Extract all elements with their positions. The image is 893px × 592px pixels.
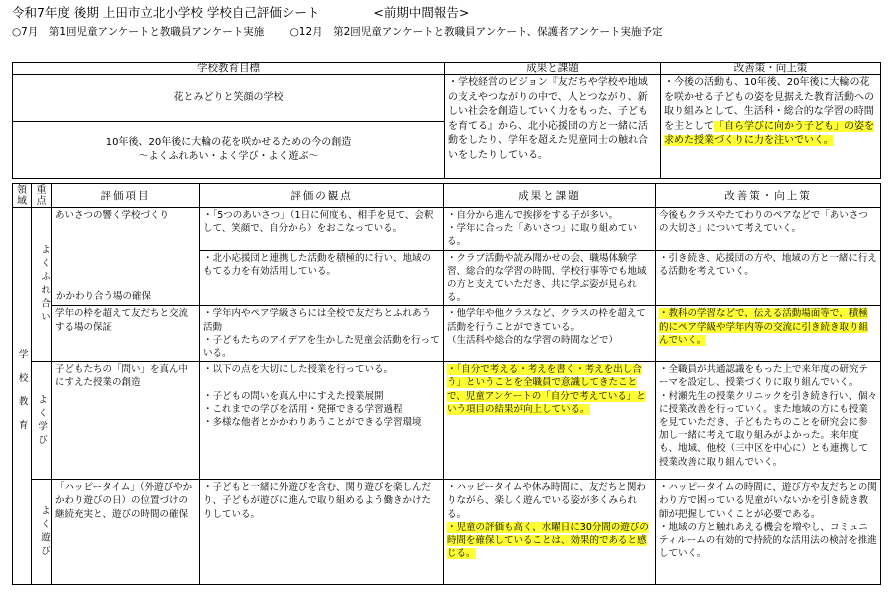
schedule-line: [12, 24, 662, 39]
improvement-greetings: 今後もクラスやたてわりのペアなどで「あいさつの大切さ」について考えていく。: [656, 208, 881, 251]
results-header: 成果と課題: [444, 184, 656, 208]
item-note: かかわり合う場の確保: [56, 291, 152, 303]
improvement-community: ・引き続き、応援団の方や、地域の方と一緒に行える活動を考えていく。: [656, 250, 881, 306]
item-questions: 子どもたちの「問い」を真ん中にすえた授業の創造: [52, 362, 200, 480]
highlighted-text: ・「自分で考える・考えを書く・考えを出し合う」ということを全職員で意識してきたことで、児童アンケートの「自分で考えている」という項目の結果が向上している。: [447, 364, 646, 415]
results-exchange: ・他学年や他クラスなど、クラスの枠を超えて活動を行うことができている。 （生活科や総合的な学習の時間などで）: [444, 306, 656, 362]
school-goal: 花とみどりと笑顔の学校: [13, 75, 445, 122]
viewpoint-greetings: ・「5つのあいさつ」（1日に何度も、相手を見て、会釈して、笑顔で、自分から）をおこなっている。: [200, 208, 444, 251]
item-greetings: あいさつの響く学校づくり かかわり合う場の確保: [52, 208, 200, 306]
overall-improvement: ・今後の活動も、10年後、20年後に大輪の花を咲かせる子どもの姿を見据えた教育活動への取り組みとして、生活科・総合的な学習の時間を主として「自ら学びに向かう子ども」の姿を求めた授業づくりに力を注いでいく。: [661, 75, 881, 179]
schedule-item-1: ○7月 第1回児童アンケートと教職員アンケート実施: [12, 26, 265, 38]
results-header: 成果と課題: [445, 63, 661, 75]
viewpoint-header: 評価の観点: [200, 184, 444, 208]
viewpoint-play: ・子どもと一緒に外遊びを含む、関り遊びを楽しんだり、子どもが遊びに進んで取り組めるよう働きかけたりしている。: [200, 480, 444, 585]
school-vision: 10年後、20年後に大輪の花を咲かせるための今の創造 ～よくふれあい・よく学び・よく遊ぶ～: [13, 122, 445, 179]
area-label: 学校教育: [13, 208, 32, 585]
improvement-header: 改善策・向上策: [656, 184, 881, 208]
viewpoint-questions: ・以下の点を大切にした授業を行っている。 ・子どもの問いを真ん中にすえた授業展開 ・これまでの学びを活用・発揮できる学習過程 ・多様な他者とかかわりあうことができる学習環境: [200, 362, 444, 480]
improvement-exchange: [656, 306, 881, 362]
section-manabi: よく学び: [32, 362, 52, 480]
results-questions: [444, 362, 656, 480]
overall-results: ・学校経営のビジョン『友だちや学校や地域の支えやつながりの中で、人とつながり、新しい社会を創造していく力をもった、子どもを育てる』から、北小応援団の方と一緒に活動をしたり、学年を超えた児童同士の触れ合いをしたりしている。: [445, 75, 661, 179]
improvement-header: 改善策・向上策: [661, 63, 881, 75]
highlighted-text: 「自ら学びに向かう子ども」の姿を求めた授業づくりに力を注いでいく。: [664, 120, 874, 146]
item-exchange: 学年の枠を超えて友だちと交流する場の保証: [52, 306, 200, 362]
evaluation-table: [12, 183, 881, 585]
item-play: 「ハッピータイム」（外遊びやかかわり遊びの日）の位置づけの継続充実と、遊びの時間の確保: [52, 480, 200, 585]
results-play: ・ハッピータイムや休み時間に、友だちと関わりながら、楽しく遊んでいる姿が多くみられる。 ・児童の評価も高く、水曜日に30分間の遊びの時間を確保していることは、効果的であると感じる。: [444, 480, 656, 585]
results-community: ・クラブ活動や読み聞かせの会、職場体験学習、総合的な学習の時間、学校行事等でも地域の方と支えていただき、共に学ぶ姿が見られる。: [444, 250, 656, 306]
viewpoint-community: ・北小応援団と連携した活動を積極的に行い、地域のもてる力を有効活用している。: [200, 250, 444, 306]
highlighted-text: ・教科の学習などで、伝える活動場面等で、積極的にペア学級や学年内等の交流に引き続き取り組んでいく。: [659, 308, 869, 346]
focus-header: 重点: [32, 184, 52, 208]
item-header: 評価項目: [52, 184, 200, 208]
goal-table: [12, 62, 881, 179]
page-title: 令和7年度 後期 上田市立北小学校 学校自己評価シート <前期中間報告>: [12, 5, 470, 20]
improvement-questions: ・全職員が共通認識をもった上で来年度の研究テーマを設定し、授業づくりに取り組んでいく。 ・村瀬先生の授業クリニックを引き続き行い、個々に授業改善を行っていく。また地域の方にも授業を見ていただき、子どもたちのことを研究会に参加し一緒に考えて取り組みがよかった。来年度も、地域、他校（三中区を中心に）とも連携して授業改善に取り組んでいく。: [656, 362, 881, 480]
section-asobi: よく遊び: [32, 480, 52, 585]
viewpoint-exchange: ・学年内やペア学級さらには全校で友だちとふれあう活動 ・子どもたちのアイデアを生かした児童会活動を行っている。: [200, 306, 444, 362]
area-header: 領域: [13, 184, 32, 208]
improvement-play: ・ハッピータイムの時間に、遊び方や友だちとの関わり方で困っている児童がいないかを引き続き教師が把握していくことが必要である。 ・地域の方と触れあえる機会を増やし、コミュニティルームの有効的で持続的な活用法の検討を推進していく。: [656, 480, 881, 585]
section-fureai: よくふれ合い: [32, 208, 52, 362]
results-greetings: ・自分から進んで挨拶をする子が多い。 ・学年に合った「あいさつ」に取り組めている。: [444, 208, 656, 251]
highlighted-text: ・児童の評価も高く、水曜日に30分間の遊びの時間を確保していることは、効果的であると感じる。: [447, 521, 649, 560]
goal-header: 学校教育目標: [13, 63, 445, 75]
schedule-item-2: ○12月 第2回児童アンケートと教職員アンケート、保護者アンケート実施予定: [289, 26, 663, 38]
